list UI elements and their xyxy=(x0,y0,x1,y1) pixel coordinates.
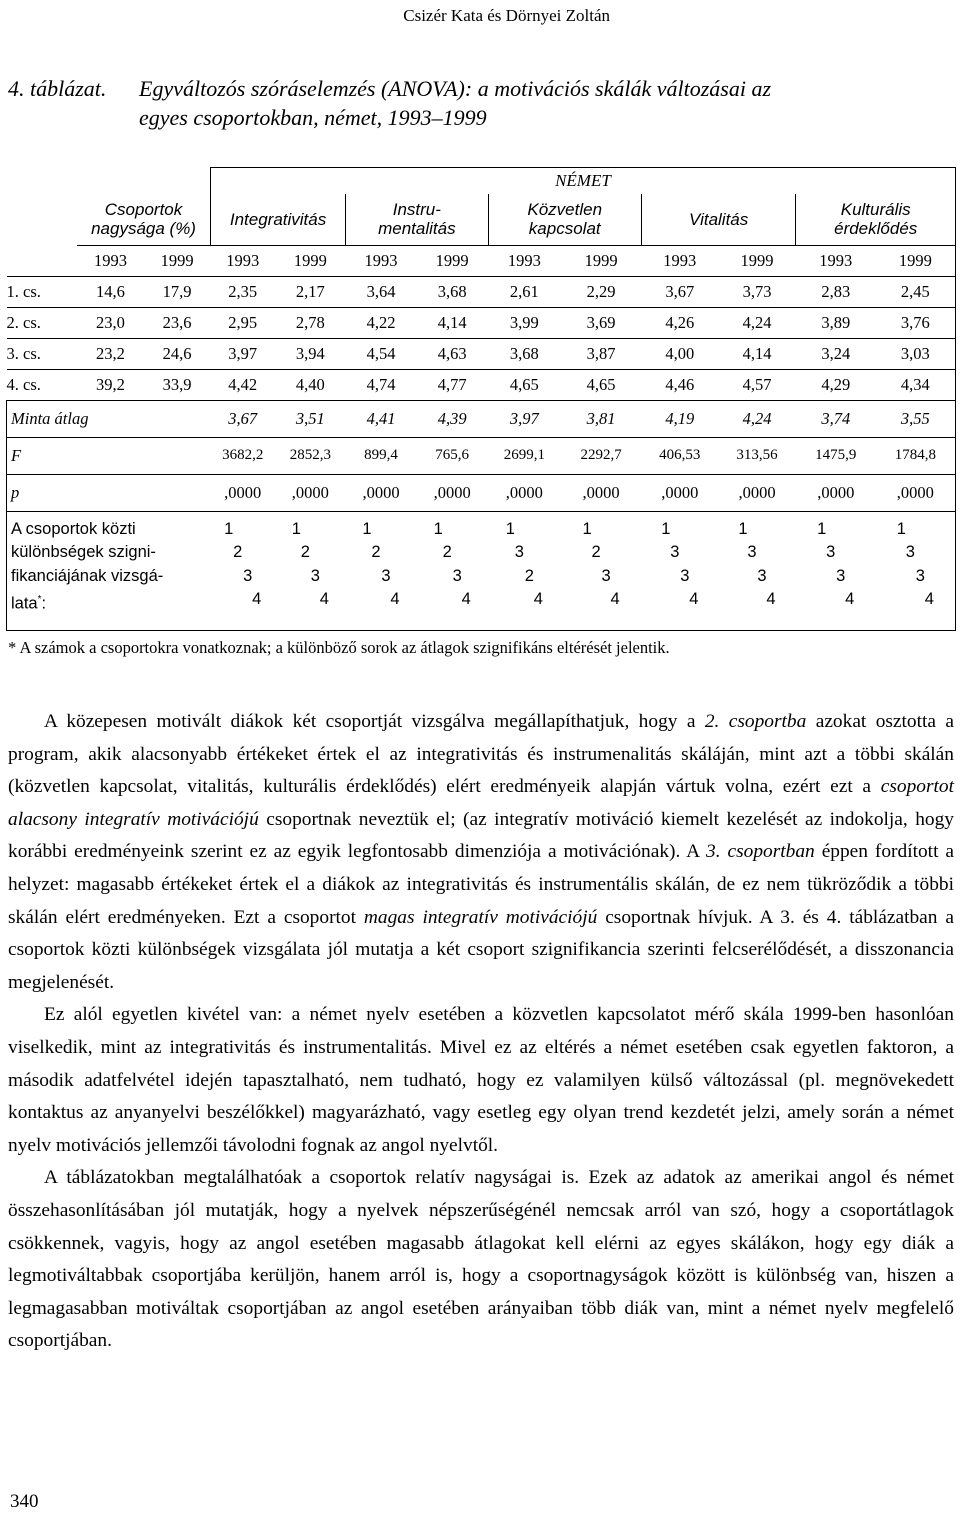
summary-cell: 765,6 xyxy=(416,437,488,474)
corner-cell xyxy=(7,246,78,277)
table-caption xyxy=(8,74,948,132)
significance-group-number: 1 xyxy=(896,519,906,538)
significance-group-number: 4 xyxy=(610,590,620,608)
column-group-line: Integrativitás xyxy=(229,209,327,229)
table-row xyxy=(7,276,956,307)
significance-group-number: 4 xyxy=(252,590,262,608)
table-cell: 3,99 xyxy=(488,307,561,338)
paragraph-1 xyxy=(8,706,954,999)
significance-group-number: 4 xyxy=(390,590,400,608)
summary-cell: 3682,2 xyxy=(210,437,275,474)
column-group-header xyxy=(488,194,641,246)
p1-italic-3: 3. csoportban xyxy=(706,841,815,863)
table-cell: 4,77 xyxy=(416,369,488,400)
column-group-header xyxy=(641,194,795,246)
table-cell: 23,6 xyxy=(144,307,211,338)
summary-cell: ,0000 xyxy=(346,474,417,511)
table-cell: 4,65 xyxy=(561,369,642,400)
table-cell: 3,87 xyxy=(561,338,642,369)
significance-group-number: 4 xyxy=(766,590,776,608)
significance-group-number: 2 xyxy=(371,543,381,561)
summary-cell: 3,67 xyxy=(210,400,275,437)
table-cell: 4,29 xyxy=(796,369,876,400)
year-cell: 1999 xyxy=(876,246,956,277)
significance-group-number: 1 xyxy=(291,519,301,538)
row-label: 4. cs. xyxy=(7,369,78,400)
summary-cell: 406,53 xyxy=(641,437,718,474)
significance-group-number: 3 xyxy=(670,543,680,561)
p1-text-1: A közepesen motivált diákok két csoportját vizsgálva megállapíthatjuk, hogy a xyxy=(44,711,705,732)
table-cell: 4,26 xyxy=(641,307,718,338)
significance-group-number: 2 xyxy=(233,543,243,561)
significance-group-number: 1 xyxy=(433,519,443,538)
significance-label-line xyxy=(11,541,210,565)
significance-group-number: 1 xyxy=(661,519,671,538)
column-group-line: Kulturális xyxy=(840,200,911,220)
summary-cell: ,0000 xyxy=(796,474,876,511)
significance-row xyxy=(7,511,956,630)
summary-cell: 2292,7 xyxy=(561,437,642,474)
row-label: 1. cs. xyxy=(7,276,78,307)
significance-group-number: 3 xyxy=(452,566,462,585)
table-cell: 3,94 xyxy=(275,338,346,369)
year-cell: 1993 xyxy=(641,246,718,277)
table-cell: 2,83 xyxy=(796,276,876,307)
significance-label xyxy=(7,511,211,630)
significance-label-text: különbségek szigni- xyxy=(11,543,156,561)
table-cell: 4,46 xyxy=(641,369,718,400)
summary-cell: ,0000 xyxy=(488,474,561,511)
column-group-line: mentalitás xyxy=(378,219,456,239)
significance-group-number: 3 xyxy=(243,566,253,585)
table-cell: 3,03 xyxy=(876,338,956,369)
significance-label-tail: : xyxy=(41,594,47,613)
year-cell: 1993 xyxy=(488,246,561,277)
significance-group-number: 2 xyxy=(591,543,601,561)
table-cell: 33,9 xyxy=(144,369,211,400)
significance-label-text: fikanciájának vizsgá- xyxy=(11,566,164,585)
table-cell: 3,68 xyxy=(488,338,561,369)
p1-italic-2: csoportot alacsony integratív motivációjú xyxy=(8,776,954,830)
summary-cell: ,0000 xyxy=(641,474,718,511)
significance-group-number: 4 xyxy=(689,590,699,608)
significance-group-number: 3 xyxy=(915,566,925,585)
summary-label: p xyxy=(7,474,211,511)
summary-cell: 2699,1 xyxy=(488,437,561,474)
p1-italic-4: magas integratív motivációjú xyxy=(363,906,598,928)
significance-group-number: 4 xyxy=(924,590,934,608)
summary-cell: ,0000 xyxy=(718,474,796,511)
column-group-header xyxy=(796,194,956,246)
summary-cell: 899,4 xyxy=(346,437,417,474)
significance-group-number: 4 xyxy=(845,590,855,608)
table-cell: 24,6 xyxy=(144,338,211,369)
column-group-line: Csoportok xyxy=(104,200,183,220)
year-cell: 1999 xyxy=(275,246,346,277)
table-cell: 2,61 xyxy=(488,276,561,307)
table-cell: 4,00 xyxy=(641,338,718,369)
significance-label-text: A csoportok közti xyxy=(11,519,136,538)
page-number: 340 xyxy=(10,1491,39,1512)
super-header: NÉMET xyxy=(210,168,955,194)
table-caption-line1: Egyváltozós szóráselemzés (ANOVA): a motivációs skálák változásai az xyxy=(139,76,772,101)
significance-label-text: lata xyxy=(11,594,38,613)
table-cell: 4,24 xyxy=(718,307,796,338)
sub-header-blank xyxy=(77,168,210,194)
running-head: Csizér Kata és Dörnyei Zoltán xyxy=(403,6,610,25)
column-group-line: kapcsolat xyxy=(528,219,601,239)
body-text xyxy=(8,706,954,1358)
table-cell: 3,76 xyxy=(876,307,956,338)
table-cell: 4,54 xyxy=(346,338,417,369)
summary-cell: 1475,9 xyxy=(796,437,876,474)
table-cell: 3,97 xyxy=(210,338,275,369)
p1-text-5: csoportnak hívjuk. A 3. és 4. táblázatban a csoportok közti különbségek vizsgálata jól mutatja a két csoport szignifikancia szerinti felcserélődését, a disszonancia megjelenését. xyxy=(8,906,954,993)
table-cell: 3,69 xyxy=(561,307,642,338)
significance-group-number: 3 xyxy=(747,543,757,561)
significance-group-number: 3 xyxy=(310,566,320,585)
summary-cell: 3,97 xyxy=(488,400,561,437)
header-row-group xyxy=(7,168,956,194)
p-row xyxy=(7,474,956,511)
table-cell: 3,64 xyxy=(346,276,417,307)
summary-cell: 3,81 xyxy=(561,400,642,437)
corner-cell xyxy=(7,194,78,246)
p1-italic-1: 2. csoportba xyxy=(704,711,807,732)
anova-table xyxy=(6,167,956,631)
table-cell: 4,22 xyxy=(346,307,417,338)
table-cell: 3,68 xyxy=(416,276,488,307)
table-cell: 23,0 xyxy=(77,307,144,338)
summary-cell: ,0000 xyxy=(416,474,488,511)
summary-cell: 4,24 xyxy=(718,400,796,437)
table-row xyxy=(7,307,956,338)
table-cell: 23,2 xyxy=(77,338,144,369)
summary-label: Minta átlag xyxy=(7,400,211,437)
significance-group-number: 2 xyxy=(442,543,452,561)
column-group-line: nagysága (%) xyxy=(91,219,196,239)
table-body xyxy=(7,168,956,631)
table-cell: 3,73 xyxy=(718,276,796,307)
table-cell: 2,35 xyxy=(210,276,275,307)
year-cell: 1993 xyxy=(77,246,144,277)
p1-text-3: csoportnak neveztük el; (az integratív motiváció kiemelt kezelését az indokolja, hogy korábbi eredményeink szerint ez az egyik legfontosabb dimenziója a motivációnak). A xyxy=(8,808,954,863)
corner-cell xyxy=(7,168,78,194)
summary-cell: 1784,8 xyxy=(876,437,956,474)
summary-cell: 4,39 xyxy=(416,400,488,437)
table-cell: 4,63 xyxy=(416,338,488,369)
column-group-header xyxy=(77,194,210,246)
summary-cell: ,0000 xyxy=(561,474,642,511)
significance-group-number: 3 xyxy=(905,543,915,561)
table-cell: 4,74 xyxy=(346,369,417,400)
significance-label-line xyxy=(11,518,210,542)
row-label: 2. cs. xyxy=(7,307,78,338)
table-cell: 3,24 xyxy=(796,338,876,369)
significance-group-number: 4 xyxy=(533,590,543,608)
year-cell: 1999 xyxy=(561,246,642,277)
table-row xyxy=(7,338,956,369)
summary-cell: ,0000 xyxy=(876,474,956,511)
table-row xyxy=(7,369,956,400)
significance-label-line xyxy=(11,565,210,589)
summary-label: F xyxy=(7,437,211,474)
summary-cell: ,0000 xyxy=(210,474,275,511)
table-cell: 3,89 xyxy=(796,307,876,338)
column-group-line: érdeklődés xyxy=(834,219,918,239)
column-group-line: Közvetlen xyxy=(527,200,603,220)
year-cell: 1993 xyxy=(346,246,417,277)
significance-group-number: 3 xyxy=(601,566,611,585)
year-cell: 1993 xyxy=(796,246,876,277)
year-cell: 1999 xyxy=(416,246,488,277)
significance-group-number: 1 xyxy=(582,519,592,538)
row-label: 3. cs. xyxy=(7,338,78,369)
significance-label-line xyxy=(11,588,210,616)
significance-group-number: 3 xyxy=(680,566,690,585)
year-cell: 1999 xyxy=(144,246,211,277)
table-cell: 4,14 xyxy=(416,307,488,338)
significance-group-number: 4 xyxy=(319,590,329,608)
summary-cell: 3,51 xyxy=(275,400,346,437)
paragraph-2: Ez alól egyetlen kivétel van: a német nyelv esetében a közvetlen kapcsolatot mérő skála 1999-ben hasonlóan viselkedik, mint az integrativitás és instrumentalitás. Mivel ez az eltérés a német esetében csak egyetlen faktoron, a második adatfelvétel idején tapasztalható, nem tudható, hogy ez valamilyen külső változással (pl. megnövekedett kontaktus az anyanyelvi beszélőkkel) magyarázható, vagy esetleg egy olyan trend kezdetét jelzi, amely során a német nyelv motivációs jellemzői távolodni fognak az angol nyelvtől. xyxy=(8,1004,954,1156)
table-cell: 17,9 xyxy=(144,276,211,307)
significance-group-number: 3 xyxy=(514,543,524,561)
year-row xyxy=(7,246,956,277)
summary-cell: 4,19 xyxy=(641,400,718,437)
p1-text-4: éppen fordított a helyzet: magasabb értékeket értek el a diákok az integrativitás és instrumentális skálán, de ez nem tükröződik a többi skálán elért eredményeken. Ezt a csoportot xyxy=(8,841,954,928)
table-caption-line2: egyes csoportokban, német, 1993–1999 xyxy=(139,105,487,130)
significance-group-number: 4 xyxy=(461,590,471,608)
year-cell: 1999 xyxy=(718,246,796,277)
table-cell: 2,95 xyxy=(210,307,275,338)
table-cell: 4,40 xyxy=(275,369,346,400)
summary-cell: 3,55 xyxy=(876,400,956,437)
significance-group-number: 1 xyxy=(505,519,515,538)
p1-text-2: azokat osztotta a program, akik alacsonyabb értékeket értek el az integrativitás és instrumenalitás skáláján, mint azt a többi skálán (közvetlen kapcsolat, vitalitás, kulturális érdeklődés) elért eredményeik alapján vártuk volna, ezért ezt a xyxy=(8,711,954,798)
significance-group-number: 3 xyxy=(757,566,767,585)
table-cell: 4,14 xyxy=(718,338,796,369)
significance-cell xyxy=(876,511,956,630)
table-cell: 39,2 xyxy=(77,369,144,400)
summary-cell: 4,41 xyxy=(346,400,417,437)
summary-cell: 3,74 xyxy=(796,400,876,437)
significance-group-number: 2 xyxy=(300,543,310,561)
significance-group-number: 1 xyxy=(224,519,234,538)
table-cell: 4,57 xyxy=(718,369,796,400)
significance-group-number: 3 xyxy=(381,566,391,585)
significance-group-number: 3 xyxy=(826,543,836,561)
significance-group-number: 3 xyxy=(836,566,846,585)
significance-group-number: 1 xyxy=(362,519,372,538)
paragraph-3: A táblázatokban megtalálhatóak a csoportok relatív nagyságai is. Ezek az adatok az amerikai angol és német összehasonlításában jól mutatják, hogy a nyelvek népszerűségénél nemcsak arról van szó, hogy a csoportátlagok csökkennek, vagyis, hogy az angol esetében magasabb átlagokat kell elérni az egyes skálákon, hogy egy diák a legmotiváltabbak csoportjába kerüljön, hanem arról is, hogy a csoportnagyságok között is különbség van, hiszen a legmagasabban motiváltak csoportjában az angol esetében arányaiban több diák van, mint a német nyelv megfelelő csoportjában. xyxy=(8,1167,954,1352)
column-group-line: Instru- xyxy=(392,200,441,220)
column-group-header xyxy=(210,194,345,246)
significance-group-number: 1 xyxy=(738,519,748,538)
significance-group-number: 2 xyxy=(524,566,534,585)
table-cell: 4,65 xyxy=(488,369,561,400)
mean-row xyxy=(7,400,956,437)
table-cell: 3,67 xyxy=(641,276,718,307)
column-group-line: Vitalitás xyxy=(689,209,749,229)
table-cell: 4,42 xyxy=(210,369,275,400)
column-group-header xyxy=(346,194,488,246)
footnote-marker: * xyxy=(37,594,42,605)
table-cell: 4,34 xyxy=(876,369,956,400)
table-cell: 2,78 xyxy=(275,307,346,338)
table-cell: 2,17 xyxy=(275,276,346,307)
table-cell: 2,29 xyxy=(561,276,642,307)
f-row xyxy=(7,437,956,474)
summary-cell: ,0000 xyxy=(275,474,346,511)
table-footnote: * A számok a csoportokra vonatkoznak; a különböző sorok az átlagok szignifikáns eltérését jelentik. xyxy=(8,638,670,657)
header-row-columns xyxy=(7,194,956,246)
summary-cell: 313,56 xyxy=(718,437,796,474)
table-cell: 14,6 xyxy=(77,276,144,307)
summary-cell: 2852,3 xyxy=(275,437,346,474)
significance-group-number: 1 xyxy=(817,519,827,538)
year-cell: 1993 xyxy=(210,246,275,277)
table-caption-label: 4. táblázat. xyxy=(8,76,107,101)
table-cell: 2,45 xyxy=(876,276,956,307)
